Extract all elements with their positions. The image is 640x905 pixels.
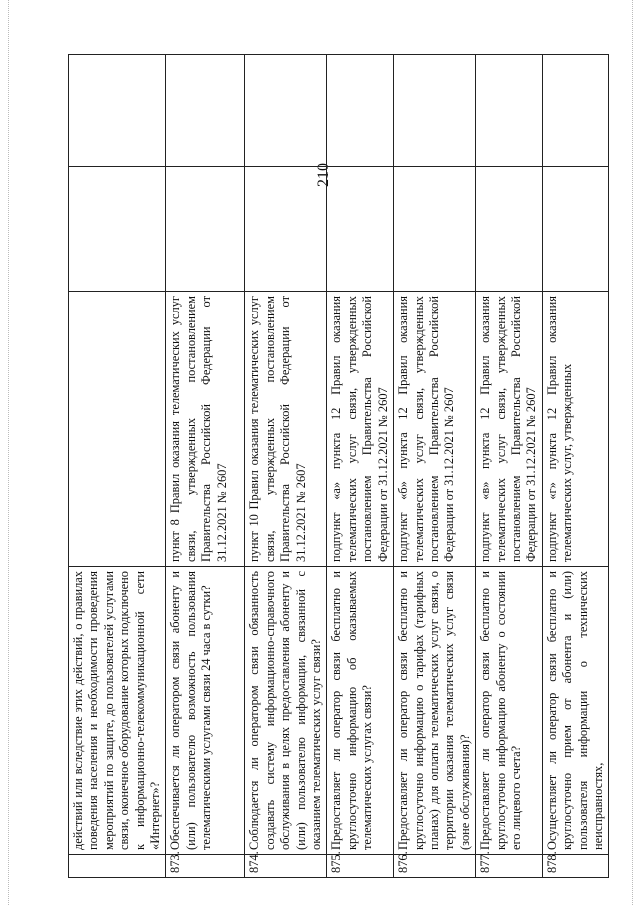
empty-cell [69, 55, 166, 167]
row-number: 878. [542, 855, 609, 878]
table-row [542, 55, 609, 878]
row-number: 877. [476, 855, 543, 878]
empty-cell [245, 167, 327, 292]
empty-cell [327, 55, 394, 167]
empty-cell [245, 55, 327, 167]
empty-cell [542, 167, 609, 292]
empty-cell [542, 55, 609, 167]
legal-reference: подпункт «г» пункта 12 Правил оказания телематических услуг, утвержденных [542, 292, 609, 567]
question-text: Предоставляет ли оператор связи бесплатно и круглосуточно информацию о тарифах (тарифных планах) для оплаты телематических услуг связи, о территории оказания телематических услуг связи (зоне обслуживания)? [394, 567, 476, 855]
legal-reference: пункт 10 Правил оказания телематических услуг связи, утвержденных постановлением Правительства Российской Федерации от 31.12.2021 № 2607 [245, 292, 327, 567]
checklist-table-rotated [68, 78, 605, 878]
row-number [69, 855, 166, 878]
question-text: действий или вследствие этих действий, о правилах поведения населения и необходимости проведения мероприятий по защите, до пользователей услугами связи, оконечное оборудование которых подключено к информационно-телекоммуникационной сети «Интернет»? [69, 567, 166, 855]
row-number: 876. [394, 855, 476, 878]
empty-cell [166, 167, 245, 292]
table-row [394, 55, 476, 878]
table-row [69, 55, 166, 878]
table-row [476, 55, 543, 878]
checklist-table [68, 54, 609, 878]
question-text: Предоставляет ли оператор связи бесплатно и круглосуточно информацию об оказываемых телематических услугах связи? [327, 567, 394, 855]
legal-reference: подпункт «а» пункта 12 Правил оказания телематических услуг связи, утвержденных постановлением Правительства Российской Федерации от 31.12.2021 № 2607 [327, 292, 394, 567]
empty-cell [394, 55, 476, 167]
legal-reference [69, 292, 166, 567]
empty-cell [476, 55, 543, 167]
empty-cell [69, 167, 166, 292]
table-row [327, 55, 394, 878]
table-row [166, 55, 245, 878]
row-number: 875. [327, 855, 394, 878]
empty-cell [394, 167, 476, 292]
row-number: 874. [245, 855, 327, 878]
question-text: Осуществляет ли оператор связи бесплатно и круглосуточно прием от абонента и (или) пользователя информации о технических неисправностях, [542, 567, 609, 855]
row-number: 873. [166, 855, 245, 878]
empty-cell [327, 167, 394, 292]
page-number: 210 [315, 163, 332, 187]
question-text: Предоставляет ли оператор связи бесплатно и круглосуточно информацию абоненту о состоянии его лицевого счета? [476, 567, 543, 855]
question-text: Обеспечивается ли оператором связи абоненту и (или) пользователю возможность пользования телематическими услугами связи 24 часа в сутки? [166, 567, 245, 855]
legal-reference: подпункт «в» пункта 12 Правил оказания телематических услуг связи, утвержденных постановлением Правительства Российской Федерации от 31.12.2021 № 2607 [476, 292, 543, 567]
question-text: Соблюдается ли оператором связи обязанность создавать систему информационно-справочного обслуживания в целях предоставления абоненту и (или) пользователю информации, связанной с оказанием телематических услуг связи? [245, 567, 327, 855]
empty-cell [476, 167, 543, 292]
empty-cell [166, 55, 245, 167]
legal-reference: пункт 8 Правил оказания телематических услуг связи, утвержденных постановлением Правительства Российской Федерации от 31.12.2021 № 2607 [166, 292, 245, 567]
table-row [245, 55, 327, 878]
legal-reference: подпункт «б» пункта 12 Правил оказания телематических услуг связи, утвержденных постановлением Правительства Российской Федерации от 31.12.2021 № 2607 [394, 292, 476, 567]
